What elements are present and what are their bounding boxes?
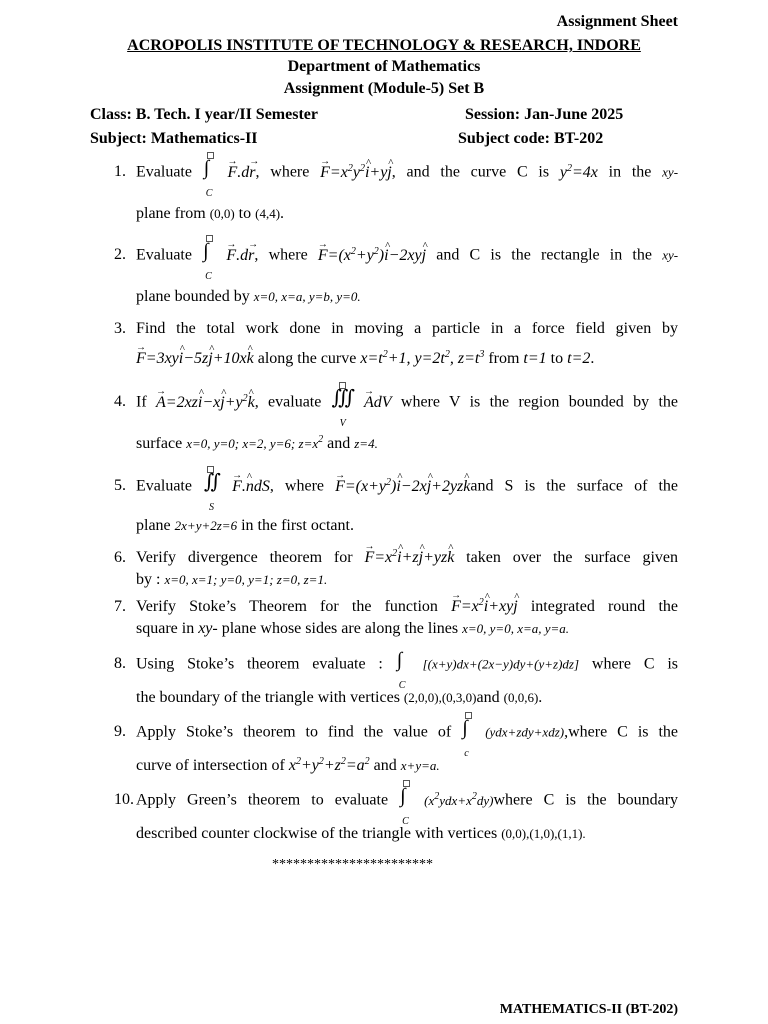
question-text: Verify Stoke’s Theorem for the function → $F=x^2\^{}$ i+xy^ j integrated round the — [136, 597, 678, 617]
question-text: If → A=2xz^ i−x^ $j+y^2\^{}$ k, evaluate ∭ V → AdV where V is the region bounded by the — [136, 392, 678, 414]
session-info: Session: Jan-June 2025 — [465, 106, 624, 123]
question-text-cont: curve of intersection of $x^2+y^2+z^2=a^2$ and x+y=a. — [136, 756, 440, 774]
question-number: 2. — [114, 246, 126, 263]
question-text: Apply Stoke’s theorem to find the value of ∫ c (ydx+zdy+xdz),where C is the — [136, 722, 678, 744]
question-number: 6. — [114, 549, 126, 566]
question-number: 8. — [114, 655, 126, 672]
line-integral-icon: ∫ C — [202, 245, 216, 267]
line-integral-icon: ∫ C — [399, 790, 413, 812]
question-number: 9. — [114, 723, 126, 740]
question-text-cont: plane bounded by x=0, x=a, y=b, y=0. — [136, 288, 361, 305]
question-text: Apply Green’s theorem to evaluate ∫ C $(x^2ydx+x^2dy)where$ C is the boundary — [136, 790, 678, 812]
class-info: Class: B. Tech. I year/II Semester — [90, 106, 318, 123]
question-5 — [114, 471, 679, 546]
subject-info: Subject: Mathematics-II — [90, 130, 258, 147]
sheet-label: Assignment Sheet — [556, 13, 678, 30]
question-number: 4. — [114, 393, 126, 410]
question-text: Find the total work done in moving a particle in a force field given by — [136, 320, 678, 337]
question-1 — [114, 157, 679, 232]
question-3 — [114, 319, 678, 369]
question-text: Evaluate ∫ C → F.d→ r, where → $F=(x^2+y^2)\^{}$ i−2xy^ j and C is the rectangle in the xy- — [136, 245, 678, 267]
surface-integral-icon: ∬ S — [203, 476, 221, 498]
question-text-cont: the boundary of the triangle with vertices (2,0,0),(0,3,0)and (0,0,6). — [136, 689, 543, 706]
question-number: 3. — [114, 320, 126, 337]
volume-integral-icon: ∭ V — [331, 392, 355, 414]
question-text: Using Stoke’s theorem evaluate : ∫ C [(x+y)dx+(2x−y)dy+(y+z)dz] where C is — [136, 649, 679, 691]
question-text-cont: plane from (0,0) to (4,4). — [136, 205, 285, 222]
question-text-cont: by : x=0, x=1; y=0, y=1; z=0, z=1. — [136, 571, 328, 588]
question-number: 1. — [114, 163, 126, 180]
line-integral-icon: ∫ C — [203, 162, 217, 184]
question-text-cont: square in xy- plane whose sides are along the lines x=0, y=0, x=a, y=a. — [136, 620, 570, 637]
question-text-cont: plane 2x+y+2z=6 in the first octant. — [136, 517, 354, 534]
line-integral-icon: ∫ C — [396, 649, 406, 691]
assignment-title: Assignment (Module-5) Set B — [283, 80, 485, 97]
question-text: Evaluate ∬ S → F.^ ndS, where → $F=(x+y^2)\^{}$ i−2x^ j+2yz^ kand S is the surface of the — [136, 476, 678, 498]
line-integral-icon: ∫ c — [461, 722, 475, 744]
question-text: Evaluate ∫ C → F.d→ r, where → $F=x^2y^2\^{}$ i+y^ j, and the curve C is $y^2=4x$ in the xy- — [136, 162, 678, 184]
question-10 — [114, 785, 679, 850]
footer: MATHEMATICS-II (BT-202) — [499, 1002, 678, 1017]
question-text-cont: described counter clockwise of the triangle with vertices (0,0),(1,0),(1,1). — [136, 825, 586, 842]
question-number: 7. — [114, 598, 126, 615]
question-text-cont: → F=3xy^ i−5z^ j+10x^ k along the curve $x=t^2+1$, $y=2t^2$, $z=t^3$ from t=1 to t=2. — [136, 349, 678, 369]
question-text: Verify divergence theorem for → $F=x^2\^{}$ i+z^ j+yz^ k taken over the surface given — [136, 548, 678, 568]
question-6 — [114, 548, 678, 592]
question-text-cont: surface x=0, y=0; x=2, y=6; $z=x^2$ and z=4. — [136, 434, 378, 452]
question-number: 5. — [114, 477, 126, 494]
question-8 — [114, 649, 679, 724]
subject-code: Subject code: BT-202 — [458, 130, 604, 147]
question-2 — [114, 240, 679, 315]
question-9 — [114, 717, 679, 782]
question-7 — [114, 597, 678, 641]
department: Department of Mathematics — [287, 58, 481, 75]
separator: *********************** — [272, 857, 433, 872]
institute-name: ACROPOLIS INSTITUTE OF TECHNOLOGY & RESEARCH, INDORE — [127, 37, 641, 54]
question-number: 10. — [114, 791, 134, 808]
question-4 — [114, 387, 678, 462]
